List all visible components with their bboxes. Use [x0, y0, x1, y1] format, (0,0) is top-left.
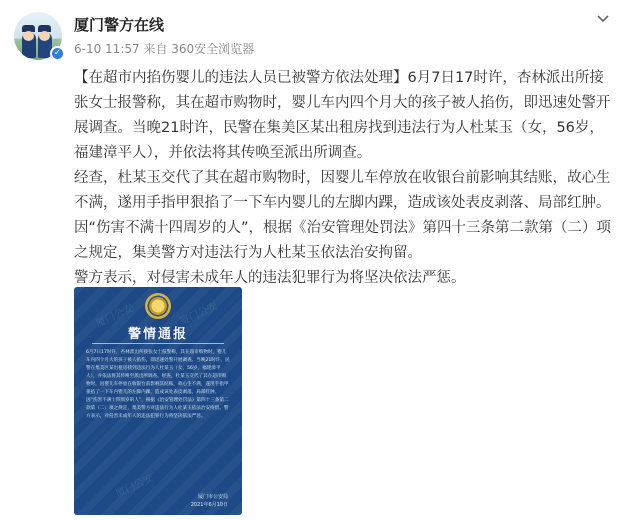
watermark: 厦门公安 [94, 302, 136, 330]
post-paragraph: 经查，杜某玉交代了其在超市购物时，因婴儿车停放在收银台前影响其结账，故心生不满，遂用手指甲狠掐了一下车内婴儿的左脚内踝，造成该处表皮剥落、局部红肿。因“伤害不满十四周岁的人”，根据《治安管理处罚法》第四十三条第二款第（二）项之规定，集美警方对违法行为人杜某玉依法治安拘留。 [74, 170, 612, 261]
notice-date: 2021年6月10日 [190, 502, 228, 508]
notice-title: 警情通报 [127, 327, 188, 342]
account-name[interactable]: 厦门警方在线 [74, 16, 165, 34]
divider [92, 343, 224, 344]
notice-text: 6月7日17时许，杏林派出所接张女士报警称，其在超市购物时，婴儿车内四个月大的孩子被人掐伤，即迅速处警开展调查。当晚21时许，民警在集美区某出租房找到违法行为人杜某玉（女，56岁，福建漳平人），并依法将其传唤至派出所调查。经查，杜某玉交代了其在超市购物时，因婴儿车停放在收银台前影响其结账，故心生不满，遂用手指甲狠掐了一下车内婴儿的左脚内踝，造成该处表皮剥落、局部红肿。因“伤害不满十四周岁的人”，根据《治安管理处罚法》第四十三条第二款第（二）项之规定，集美警方对违法行为人杜某玉依法治安拘留。警方表示，对侵害未成年人的违法犯罪行为将坚决依法严惩。 [86, 350, 230, 419]
post-paragraph: 警方表示，对侵害未成年人的违法犯罪行为将坚决依法严惩。 [74, 270, 466, 286]
post-header [0, 0, 623, 62]
watermark: 厦门公安 [114, 472, 156, 500]
watermark: 厦门公安 [178, 300, 220, 328]
notice-image[interactable] [74, 287, 242, 515]
post-body [74, 66, 618, 291]
verified-badge-icon: ✓ [50, 46, 65, 61]
notice-signature: 厦门市公安局 [197, 494, 228, 500]
post-meta: 6-10 11:57 来自 360安全浏览器 [74, 42, 255, 56]
police-emblem-icon [145, 293, 171, 319]
avatar-face [23, 31, 34, 41]
chevron-down-icon[interactable] [596, 12, 610, 26]
avatar-face [39, 31, 50, 41]
post-paragraph: 【在超市内掐伤婴儿的违法人员已被警方依法处理】6月7日17时许，杏林派出所接张女士报警称，其在超市购物时，婴儿车内四个月大的孩子被人掐伤，即迅速处警开展调查。当晚21时许，民警在集美区某出租房找到违法行为人杜某玉（女，56岁，福建漳平人），并依法将其传唤至派出所调查。 [74, 70, 611, 161]
